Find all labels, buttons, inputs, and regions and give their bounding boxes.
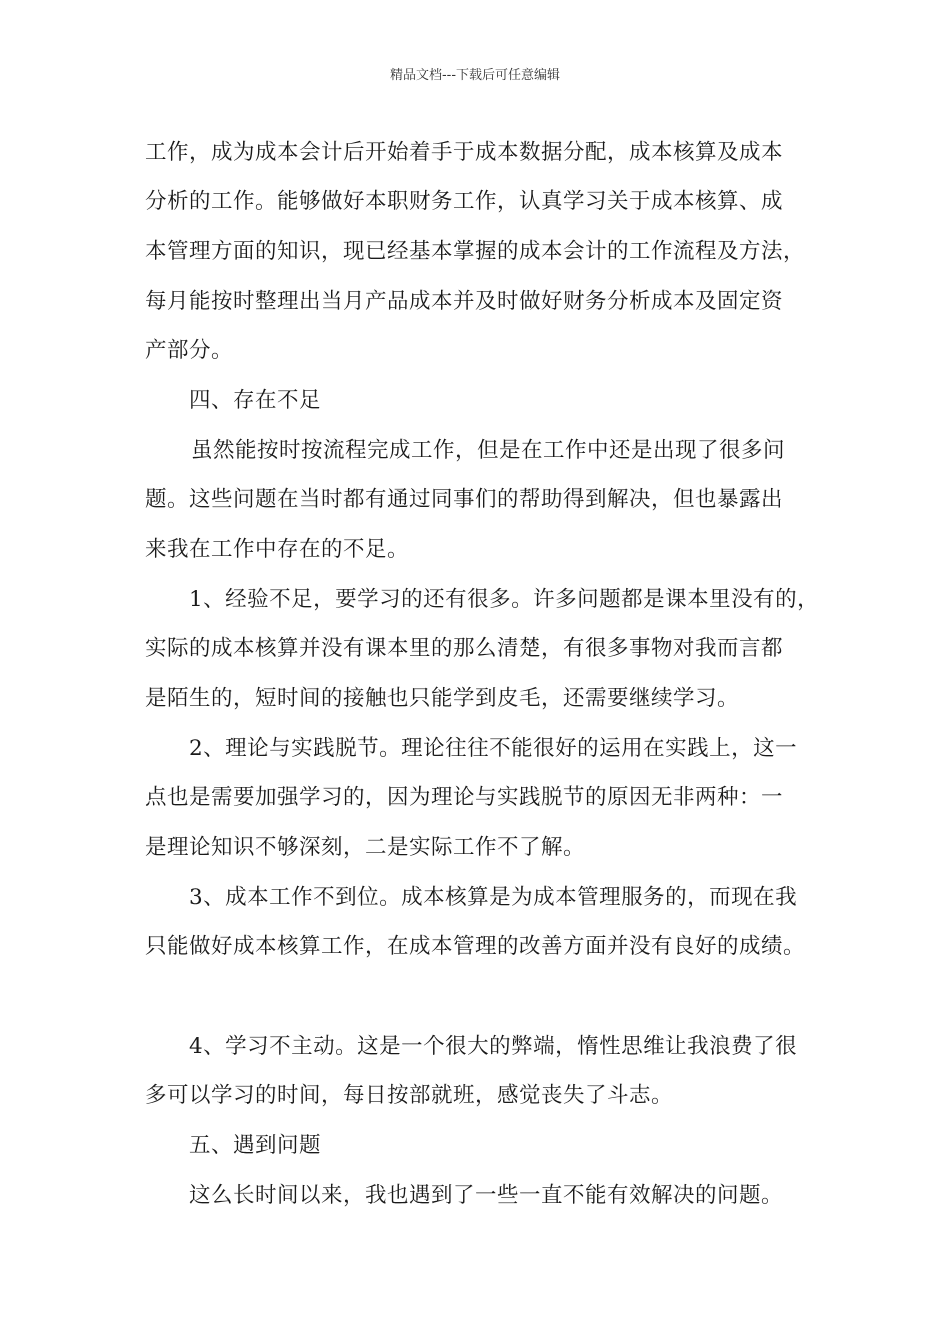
paragraph-line: 题。这些问题在当时都有通过同事们的帮助得到解决，但也暴露出: [145, 487, 784, 512]
section-heading: 四、存在不足: [189, 388, 322, 413]
list-item: 1、经验不足，要学习的还有很多。许多问题都是课本里没有的，: [189, 587, 820, 612]
paragraph-line: 只能做好成本核算工作，在成本管理的改善方面并没有良好的成绩。: [145, 934, 806, 959]
paragraph-line: 产部分。: [145, 338, 234, 363]
paragraph-line: 工作，成为成本会计后开始着手于成本数据分配，成本核算及成本: [145, 140, 784, 165]
section-heading: 五、遇到问题: [189, 1133, 322, 1158]
paragraph-line: 分析的工作。能够做好本职财务工作，认真学习关于成本核算、成: [145, 189, 784, 214]
list-item: 2、理论与实践脱节。理论往往不能很好的运用在实践上，这一: [189, 736, 798, 761]
paragraph-line: 是理论知识不够深刻，二是实际工作不了解。: [145, 835, 586, 860]
page-header: 精品文档---下载后可任意编辑: [389, 68, 561, 83]
paragraph-line: 实际的成本核算并没有课本里的那么清楚，有很多事物对我而言都: [145, 636, 784, 661]
list-item: 4、学习不主动。这是一个很大的弊端，惰性思维让我浪费了很: [189, 1034, 798, 1059]
paragraph-line: 来我在工作中存在的不足。: [145, 537, 410, 562]
paragraph-line: 点也是需要加强学习的，因为理论与实践脱节的原因无非两种：一: [145, 785, 784, 810]
paragraph-line: 这么长时间以来，我也遇到了一些一直不能有效解决的问题。: [189, 1183, 784, 1208]
paragraph-line: 每月能按时整理出当月产品成本并及时做好财务分析成本及固定资: [145, 289, 784, 314]
paragraph-line: 多可以学习的时间，每日按部就班，感觉丧失了斗志。: [145, 1083, 674, 1108]
paragraph-line: 虽然能按时按流程完成工作，但是在工作中还是出现了很多问: [191, 438, 786, 463]
paragraph-line: 是陌生的，短时间的接触也只能学到皮毛，还需要继续学习。: [145, 686, 740, 711]
paragraph-line: 本管理方面的知识，现已经基本掌握的成本会计的工作流程及方法，: [145, 239, 806, 264]
list-item: 3、成本工作不到位。成本核算是为成本管理服务的，而现在我: [189, 885, 798, 910]
